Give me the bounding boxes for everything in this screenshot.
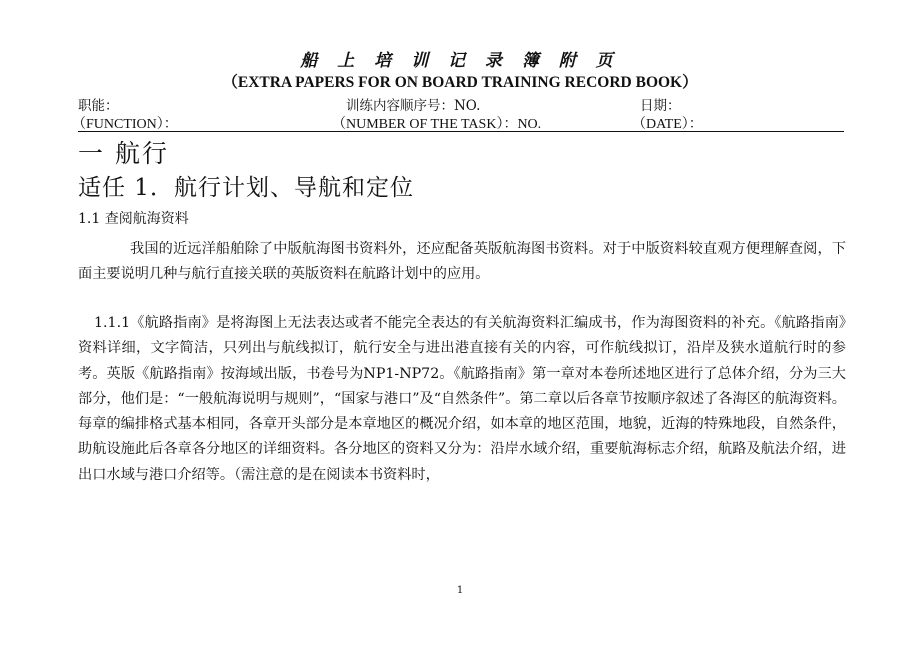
intro-paragraph: 我国的近远洋船舶除了中版航海图书资料外，还应配备英版航海图书资料。对于中版资料较直观方便理解查阅，下面主要说明几种与航行直接关联的英版资料在航路计划中的应用。 [78,241,846,283]
date-label-en: （DATE）： [632,117,703,132]
header-divider [78,131,844,132]
section-heading: 适任 1．航行计划、导航和定位 [78,175,414,201]
record-book-title: 船 上 培 训 记 录 簿 附 页 [300,51,620,71]
chapter-heading: 一 航行 [78,139,169,168]
record-book-subtitle: （EXTRA PAPERS FOR ON BOARD TRAINING RECORD BOOK） [222,74,698,91]
task-number-label-cn: 训练内容顺序号：NO. [346,98,481,114]
function-label-cn: 职能： [78,98,119,114]
page-number: 1 [456,585,464,596]
subsection-heading: 1.1 查阅航海资料 [78,211,189,227]
task-number-label-en: （NUMBER OF THE TASK）：NO. [332,117,542,132]
date-label-cn: 日期： [640,98,681,114]
sailing-directions-paragraph: 1.1.1《航路指南》是将海图上无法表达或者不能完全表达的有关航海资料汇编成书，作为海图资料的补充。《航路指南》资料详细，文字简洁，只列出与航线拟订，航行安全与进出港直接有关的内容，可作航线拟订，沿岸及狭水道航行时的参考。英版《航路指南》按海域出版，书卷号为NP1-NP72。《航路指南》第一章对本卷所述地区进行了总体介绍，分为三大部分，他们是：“一般航海说明与规则”，“国家与港口”及“自然条件”。第二章以后各章节按顺序叙述了各海区的航海资料。每章的编排格式基本相同，各章开头部分是本章地区的概况介绍，如本章的地区范围，地貌，近海的特殊地段，自然条件，助航设施此后各章各分地区的详细资料。各分地区的资料又分为：沿岸水域介绍，重要航海标志介绍，航路及航法介绍，进出口水域与港口介绍等。（需注意的是在阅读本书资料时， [78,315,846,483]
function-label-en: （FUNCTION）： [72,117,178,132]
